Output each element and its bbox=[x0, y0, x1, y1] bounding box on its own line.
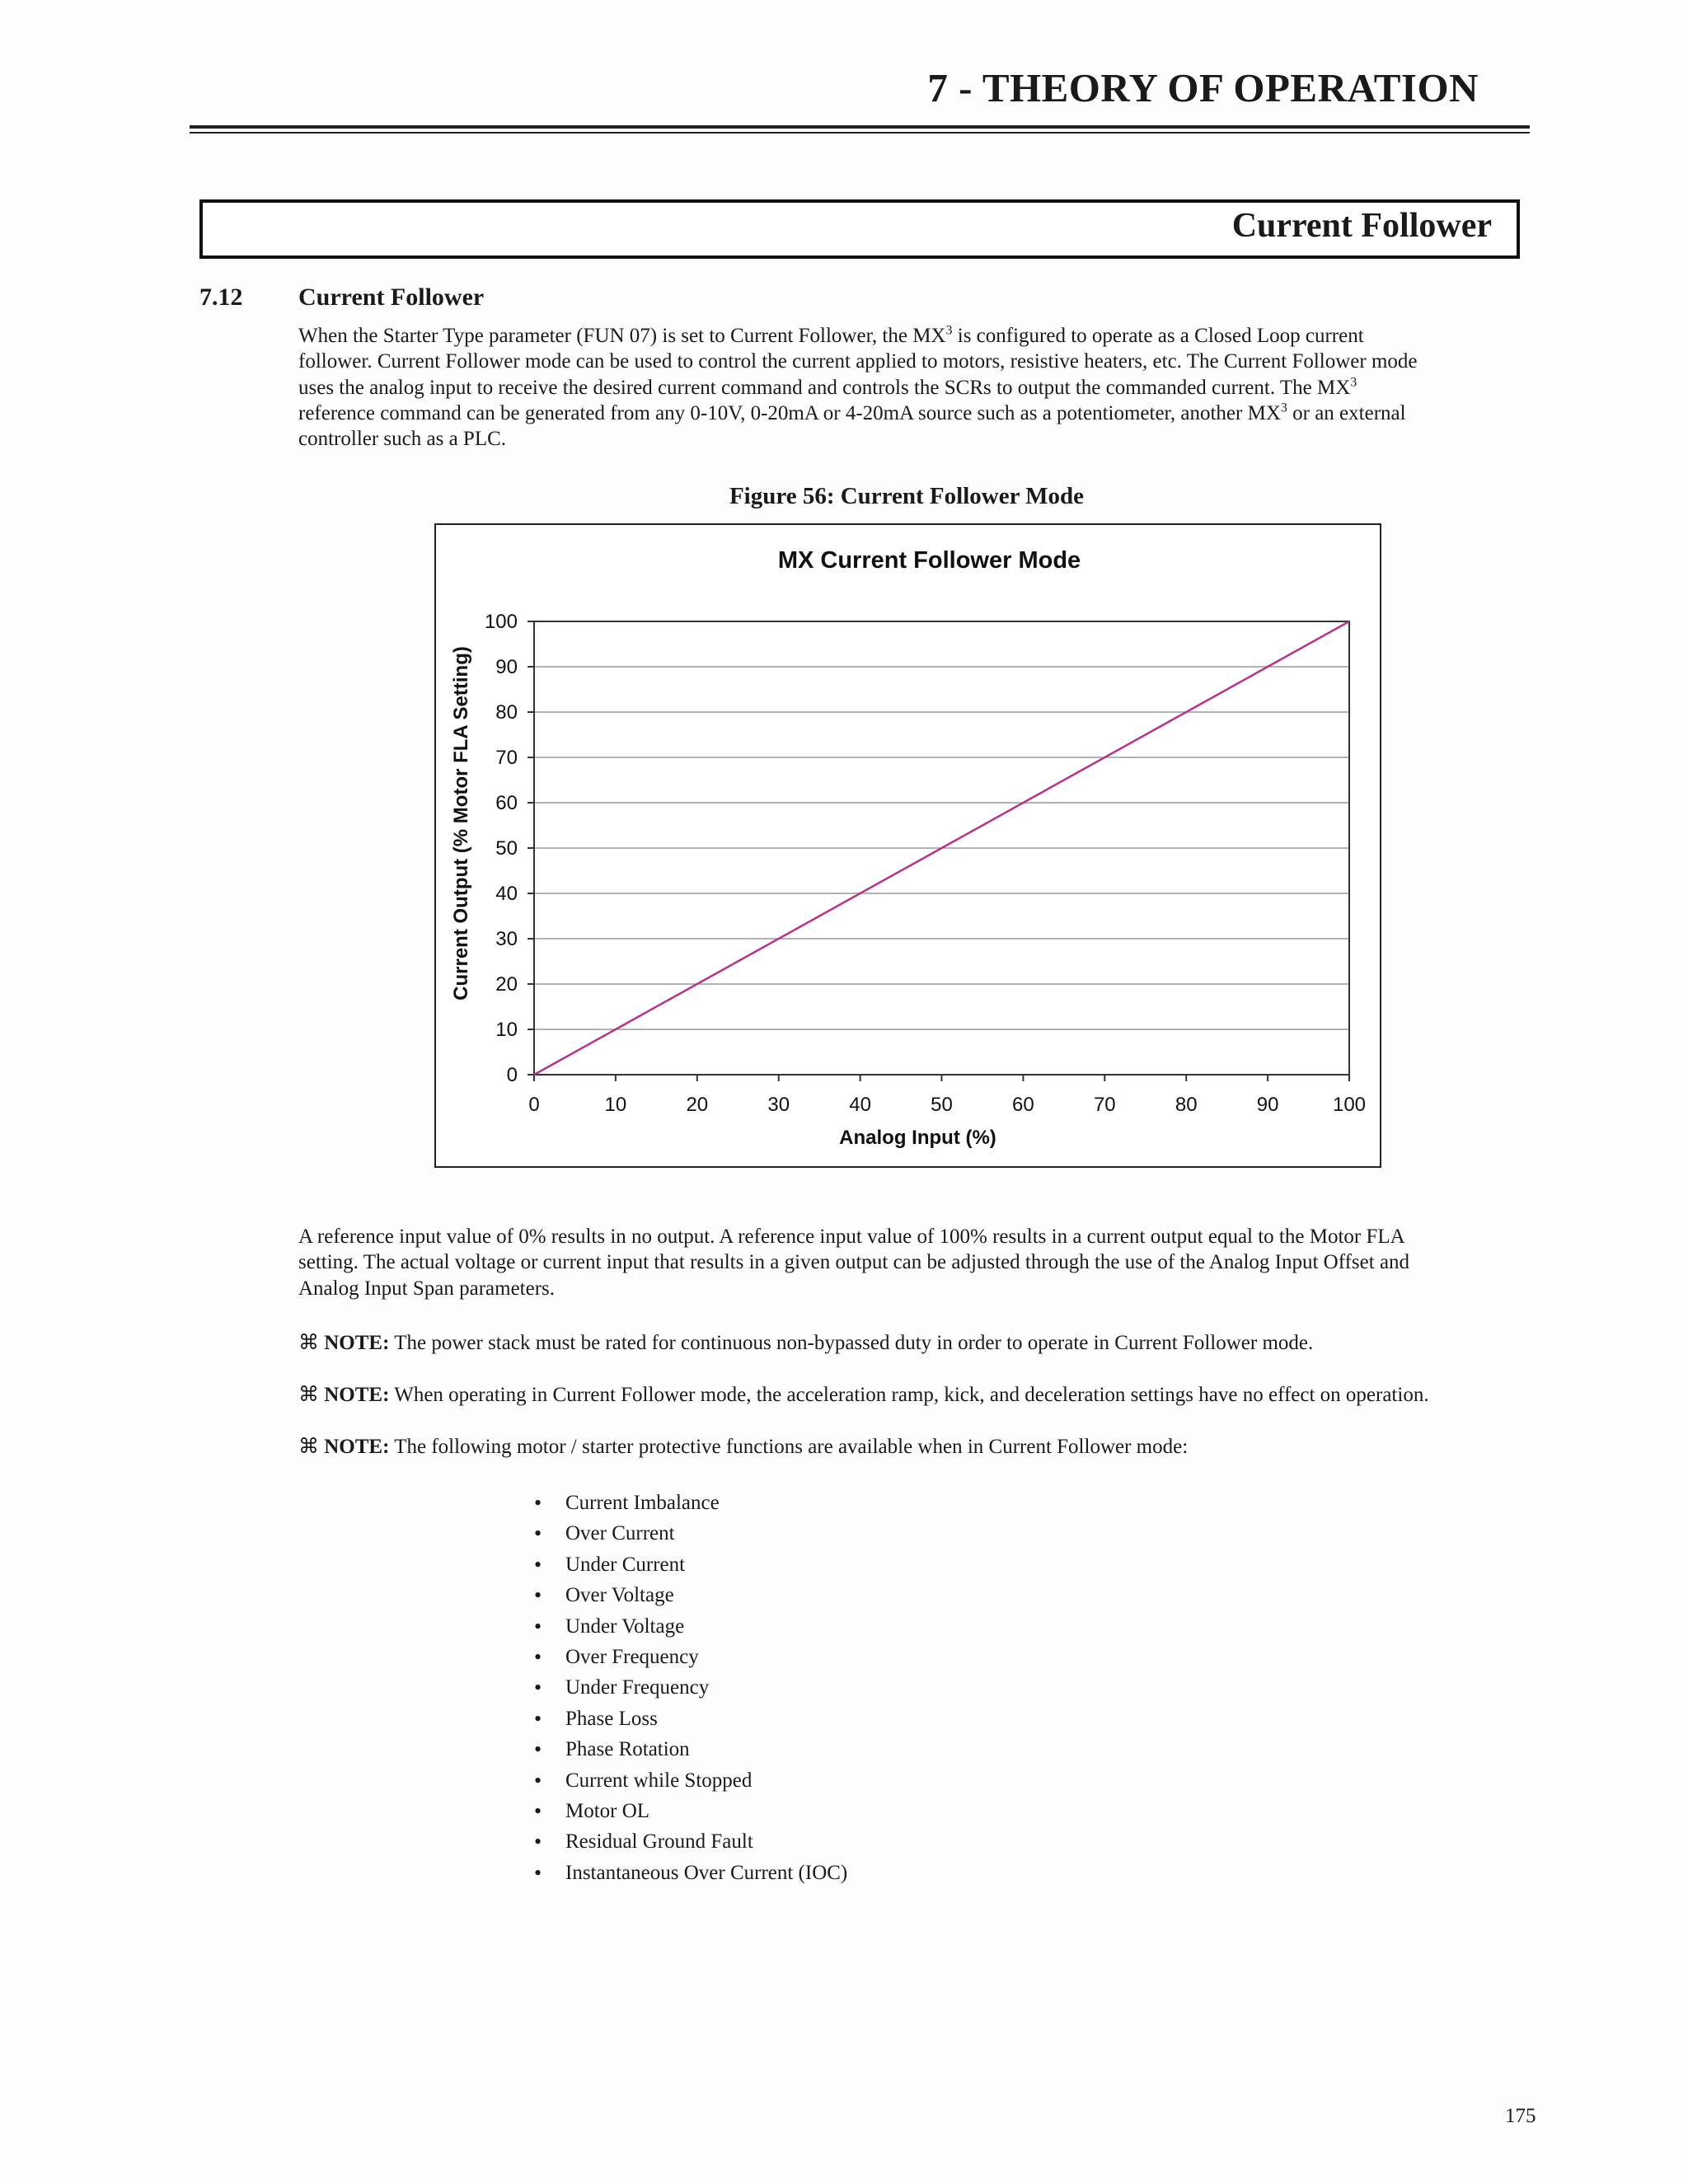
note bbox=[298, 1382, 1429, 1407]
bullet-icon: • bbox=[534, 1737, 542, 1762]
bullet-icon: • bbox=[534, 1860, 542, 1885]
list-item: • Over Frequency bbox=[534, 1642, 847, 1672]
x-tick-label: 0 bbox=[528, 1094, 540, 1116]
chart-svg bbox=[436, 525, 1380, 1166]
note-label: NOTE: bbox=[324, 1332, 390, 1354]
header-rule-thin bbox=[190, 132, 1530, 134]
note-label: NOTE: bbox=[324, 1436, 390, 1458]
body-line: A reference input value of 0% results in no output. A reference input value of 100% results in a current output equal to the Motor FLA bbox=[298, 1226, 1405, 1248]
y-tick-label: 30 bbox=[495, 928, 518, 950]
intro-line: controller such as a PLC. bbox=[298, 428, 507, 451]
x-tick-label: 50 bbox=[931, 1094, 953, 1116]
body-paragraph bbox=[298, 1224, 1518, 1301]
bullet-icon: • bbox=[534, 1830, 542, 1854]
note-text: The following motor / starter protective functions are available when in Current Follower mode: bbox=[389, 1436, 1189, 1458]
page-number: 175 bbox=[1505, 2105, 1536, 2127]
y-tick-label: 0 bbox=[506, 1064, 518, 1086]
y-tick-label: 70 bbox=[495, 747, 518, 769]
note-label: NOTE: bbox=[324, 1384, 390, 1406]
section-title: Current Follower bbox=[298, 284, 485, 311]
x-tick-label: 20 bbox=[686, 1094, 709, 1116]
x-tick-label: 10 bbox=[604, 1094, 627, 1116]
x-tick-label: 100 bbox=[1332, 1094, 1367, 1116]
section-box-title: Current Follower bbox=[1231, 207, 1492, 245]
chapter-title: 7 - THEORY OF OPERATION bbox=[927, 65, 1479, 110]
list-item: • Current while Stopped bbox=[534, 1765, 847, 1796]
bullet-icon: • bbox=[534, 1491, 542, 1515]
figure-caption: Figure 56: Current Follower Mode bbox=[729, 483, 1085, 509]
header-rule-thick bbox=[190, 125, 1530, 129]
y-tick-label: 80 bbox=[495, 701, 518, 724]
command-key-icon: ⌘ bbox=[298, 1384, 319, 1406]
list-item: • Motor OL bbox=[534, 1796, 847, 1826]
y-tick-label: 20 bbox=[495, 973, 518, 996]
list-item: • Phase Rotation bbox=[534, 1734, 847, 1765]
body-line: setting. The actual voltage or current input that results in a given output can be adjusted through the use of the Analog Input Offset and bbox=[298, 1251, 1410, 1274]
bullet-icon: • bbox=[534, 1768, 542, 1793]
list-item: • Under Current bbox=[534, 1549, 847, 1580]
list-item: • Under Frequency bbox=[534, 1672, 847, 1703]
y-tick-label: 60 bbox=[495, 792, 518, 814]
list-item: • Current Imbalance bbox=[534, 1488, 847, 1518]
note bbox=[298, 1330, 1313, 1355]
intro-line: uses the analog input to receive the desired current command and controls the SCRs to output the commanded current. The $MX^3$ bbox=[298, 375, 1357, 399]
intro-paragraph bbox=[298, 323, 1518, 452]
x-tick-label: 70 bbox=[1093, 1094, 1116, 1116]
list-item: • Over Voltage bbox=[534, 1580, 847, 1610]
note bbox=[298, 1434, 1188, 1459]
bullet-icon: • bbox=[534, 1552, 542, 1577]
list-item: • Over Current bbox=[534, 1518, 847, 1549]
bullet-icon: • bbox=[534, 1798, 542, 1823]
section-number: 7.12 bbox=[199, 284, 243, 311]
command-key-icon: ⌘ bbox=[298, 1436, 319, 1458]
list-item: • Under Voltage bbox=[534, 1611, 847, 1642]
bullet-icon: • bbox=[534, 1614, 542, 1638]
list-item: • Instantaneous Over Current (IOC) bbox=[534, 1858, 847, 1888]
note-text: The power stack must be rated for continuous non-bypassed duty in order to operate in Current Follower mode. bbox=[389, 1332, 1314, 1354]
x-tick-label: 30 bbox=[767, 1094, 790, 1116]
y-tick-label: 10 bbox=[495, 1019, 518, 1041]
body-line: Analog Input Span parameters. bbox=[298, 1277, 556, 1300]
chart-frame bbox=[434, 523, 1381, 1168]
section-title-box bbox=[199, 199, 1520, 259]
intro-line: follower. Current Follower mode can be used to control the current applied to motors, resistive heaters, etc. The Current Follower mode bbox=[298, 350, 1418, 373]
y-tick-label: 40 bbox=[495, 883, 518, 905]
x-axis-label: Analog Input (%) bbox=[839, 1127, 996, 1149]
x-tick-label: 90 bbox=[1256, 1094, 1279, 1116]
intro-line: When the Starter Type parameter (FUN 07) is set to Current Follower, the $MX^3$ is configured to operate as a Closed Loop current bbox=[298, 323, 1364, 347]
note-text: When operating in Current Follower mode, the acceleration ramp, kick, and deceleration settings have no effect on operation. bbox=[389, 1384, 1429, 1406]
y-tick-label: 100 bbox=[484, 611, 518, 633]
intro-line: reference command can be generated from any 0-10V, 0-20mA or 4-20mA source such as a potentiometer, another $MX^3$ or an external bbox=[298, 401, 1406, 424]
x-tick-label: 40 bbox=[849, 1094, 871, 1116]
bullet-icon: • bbox=[534, 1583, 542, 1608]
x-tick-label: 80 bbox=[1175, 1094, 1198, 1116]
command-key-icon: ⌘ bbox=[298, 1332, 319, 1354]
y-tick-label: 50 bbox=[495, 837, 518, 860]
bullet-icon: • bbox=[534, 1521, 542, 1546]
protective-functions-list bbox=[534, 1488, 847, 1888]
list-item: • Residual Ground Fault bbox=[534, 1826, 847, 1857]
y-axis-label: Current Output (% Motor FLA Setting) bbox=[450, 646, 472, 1001]
x-tick-label: 60 bbox=[1012, 1094, 1034, 1116]
chart-title: MX Current Follower Mode bbox=[777, 547, 1081, 574]
list-item: • Phase Loss bbox=[534, 1704, 847, 1734]
bullet-icon: • bbox=[534, 1706, 542, 1731]
bullet-icon: • bbox=[534, 1675, 542, 1700]
y-tick-label: 90 bbox=[495, 656, 518, 678]
bullet-icon: • bbox=[534, 1644, 542, 1669]
